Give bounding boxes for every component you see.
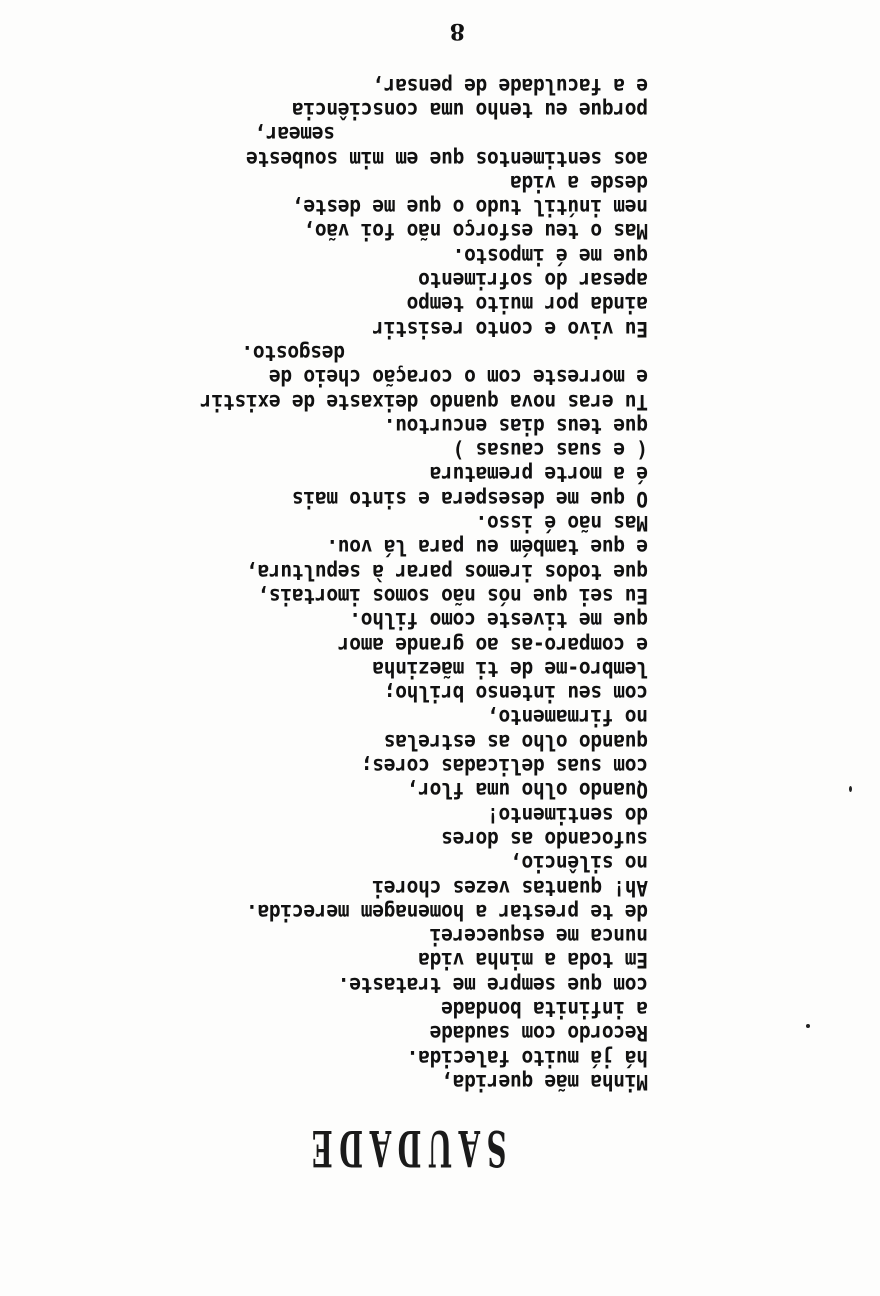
- poem-line: e morreste com o coração cheio de: [269, 365, 648, 390]
- poem-line: desde a vida: [510, 170, 648, 195]
- poem-line: no firmamento,: [487, 705, 648, 730]
- poem-line: e comparo-as ao grande amor: [338, 632, 648, 657]
- poem-line: apesar do sofrimento: [418, 268, 648, 293]
- poem-line: Minha mãe querida,: [441, 1070, 648, 1094]
- poem-line: Em toda a minha vida: [418, 948, 648, 973]
- poem-line: de te prestar a homenagem merecida.: [246, 899, 648, 924]
- print-speck: [806, 1024, 810, 1028]
- poem-line: O que me desespera e sinto mais: [292, 486, 648, 511]
- print-speck: [849, 786, 852, 792]
- poem-title: SAUDADE: [305, 1119, 507, 1178]
- poem-line: nunca me esquecerei: [429, 924, 648, 949]
- poem-line: Eu vivo e conto resistir: [372, 316, 648, 341]
- poem-line: semear,: [254, 122, 335, 147]
- poem-line: do sentimento!: [487, 802, 648, 827]
- poem-line: que teus dias encurtou.: [383, 413, 648, 438]
- poem-line: quando olho as estrelas: [383, 729, 648, 754]
- poem-line: há já muito falecida.: [406, 1045, 648, 1070]
- poem-line: desgosto.: [241, 341, 345, 365]
- poem-line: Mas não é isso.: [475, 511, 648, 536]
- poem-line: é a morte prematura: [429, 462, 648, 487]
- poem-line: no silêncio,: [510, 851, 648, 876]
- poem-line: ( e suas causas ): [452, 438, 648, 463]
- poem-line: que todos iremos parar à sepultura,: [246, 559, 648, 584]
- poem-line: nem inútil tudo o que me deste,: [292, 195, 648, 220]
- poem-line: lembro-me de ti mãezinha: [372, 656, 648, 681]
- page-number: 8: [449, 18, 465, 44]
- poem-line: Tu eras nova quando deixaste de existir: [200, 389, 648, 414]
- poem-line: Mas o teu esforço não foi vão,: [303, 219, 648, 244]
- poem-line: Recordo com saudade: [429, 1021, 648, 1046]
- poem-line: que me é imposto.: [452, 243, 648, 268]
- poem-line: com suas delicadas cores;: [361, 754, 648, 779]
- poem-line: com seu intenso brilho;: [383, 681, 648, 706]
- poem-line: Ah! quantas vezes chorei: [372, 875, 648, 900]
- poem-line: e a faculdade de pensar,: [372, 73, 648, 98]
- poem-line: porque eu tenho uma consciência: [292, 98, 648, 122]
- poem-line: aos sentimentos que em mim soubeste: [246, 146, 648, 171]
- poem-line: com que sempre me trataste.: [338, 972, 648, 997]
- poem-line: sufocando as dores: [441, 827, 648, 851]
- poem-line: que me tiveste como filho.: [349, 608, 648, 633]
- poem-line: e que também eu para lá vou.: [326, 535, 648, 560]
- poem-line: ainda por muito tempo: [406, 292, 648, 317]
- poem-line: a infinita bondade: [441, 997, 648, 1022]
- poem-line: Quando olho uma flor,: [406, 778, 648, 803]
- poem-line: Eu sei que nós não somos imortais,: [257, 584, 648, 608]
